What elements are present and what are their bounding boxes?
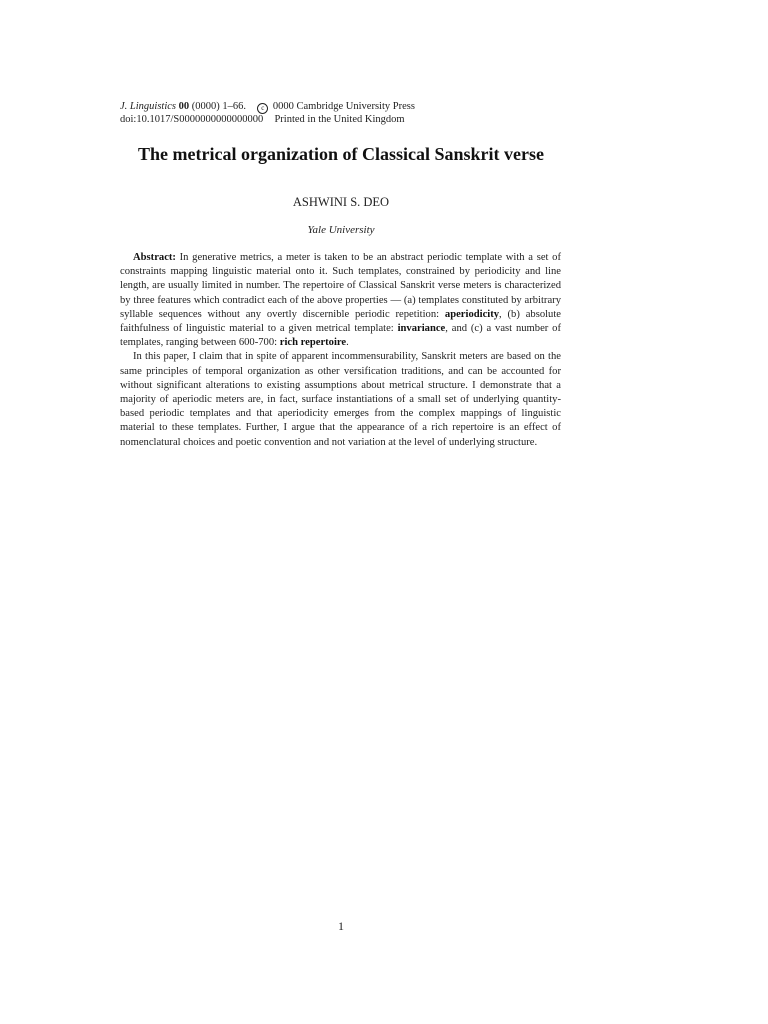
doi-line xyxy=(120,114,560,126)
abstract-text: , (b) absolute faithfulness of linguistic material to a given metrical template: xyxy=(120,308,562,335)
doi: doi:10.1017/S0000000000000000 xyxy=(120,114,264,125)
paper-title: The metrical organization of Classical Sanskrit verse xyxy=(138,144,544,164)
abstract-paragraph xyxy=(120,251,561,350)
body-paragraph: In this paper, I claim that in spite of apparent incommensurability, Sanskrit meters are based on the same principles of temporal organization as other versification traditions, and can be accounted for without significant alterations to existing assumptions about metrical structure. I demonstrate that a majority of aperiodic meters are, in fact, surface instantiations of a small set of underlying quantity-based periodic templates and that aperiodicity emerges from the complex mappings of linguistic material to these templates. Further, I argue that the appearance of a rich repertoire is an effect of nomenclatural choices and poetic convention and not variation at the level of underlying structure. xyxy=(120,351,561,448)
journal-volume: 00 xyxy=(178,101,190,112)
abstract-text: . xyxy=(346,337,349,349)
term-invariance: invariance xyxy=(397,323,446,335)
citation-line xyxy=(120,101,560,114)
journal-header xyxy=(120,101,560,126)
term-aperiodicity: aperiodicity xyxy=(444,308,500,320)
author-affiliation: Yale University xyxy=(307,224,375,236)
abstract-label: Abstract: xyxy=(133,252,176,263)
abstract-text: In generative metrics, a meter is taken to be an abstract periodic template with a set of constraints mapping linguistic material onto it. Such templates, constrained by periodicity and line length, are usually limited in number. The repertoire of Classical Sanskrit verse meters is characterized by three features which contradict each of the above properties — (a) templates constituted by arbitrary syllable sequences without any overtly discernible periodic repetition: xyxy=(120,252,561,320)
abstract-section xyxy=(120,251,561,450)
copyright-icon: c xyxy=(257,103,268,114)
page-number: 1 xyxy=(338,919,344,933)
abstract-text: , and (c) a vast number of templates, ranging between 600-700: xyxy=(120,323,561,349)
journal-year-pages: (0000) 1–66. xyxy=(191,101,247,112)
copyright-text: 0000 Cambridge University Press xyxy=(272,101,415,112)
printed-in: Printed in the United Kingdom xyxy=(274,114,405,125)
term-rich-repertoire: rich repertoire xyxy=(279,337,347,349)
journal-name: J. Linguistics xyxy=(120,101,177,112)
author-name: ASHWINI S. DEO xyxy=(292,195,390,209)
